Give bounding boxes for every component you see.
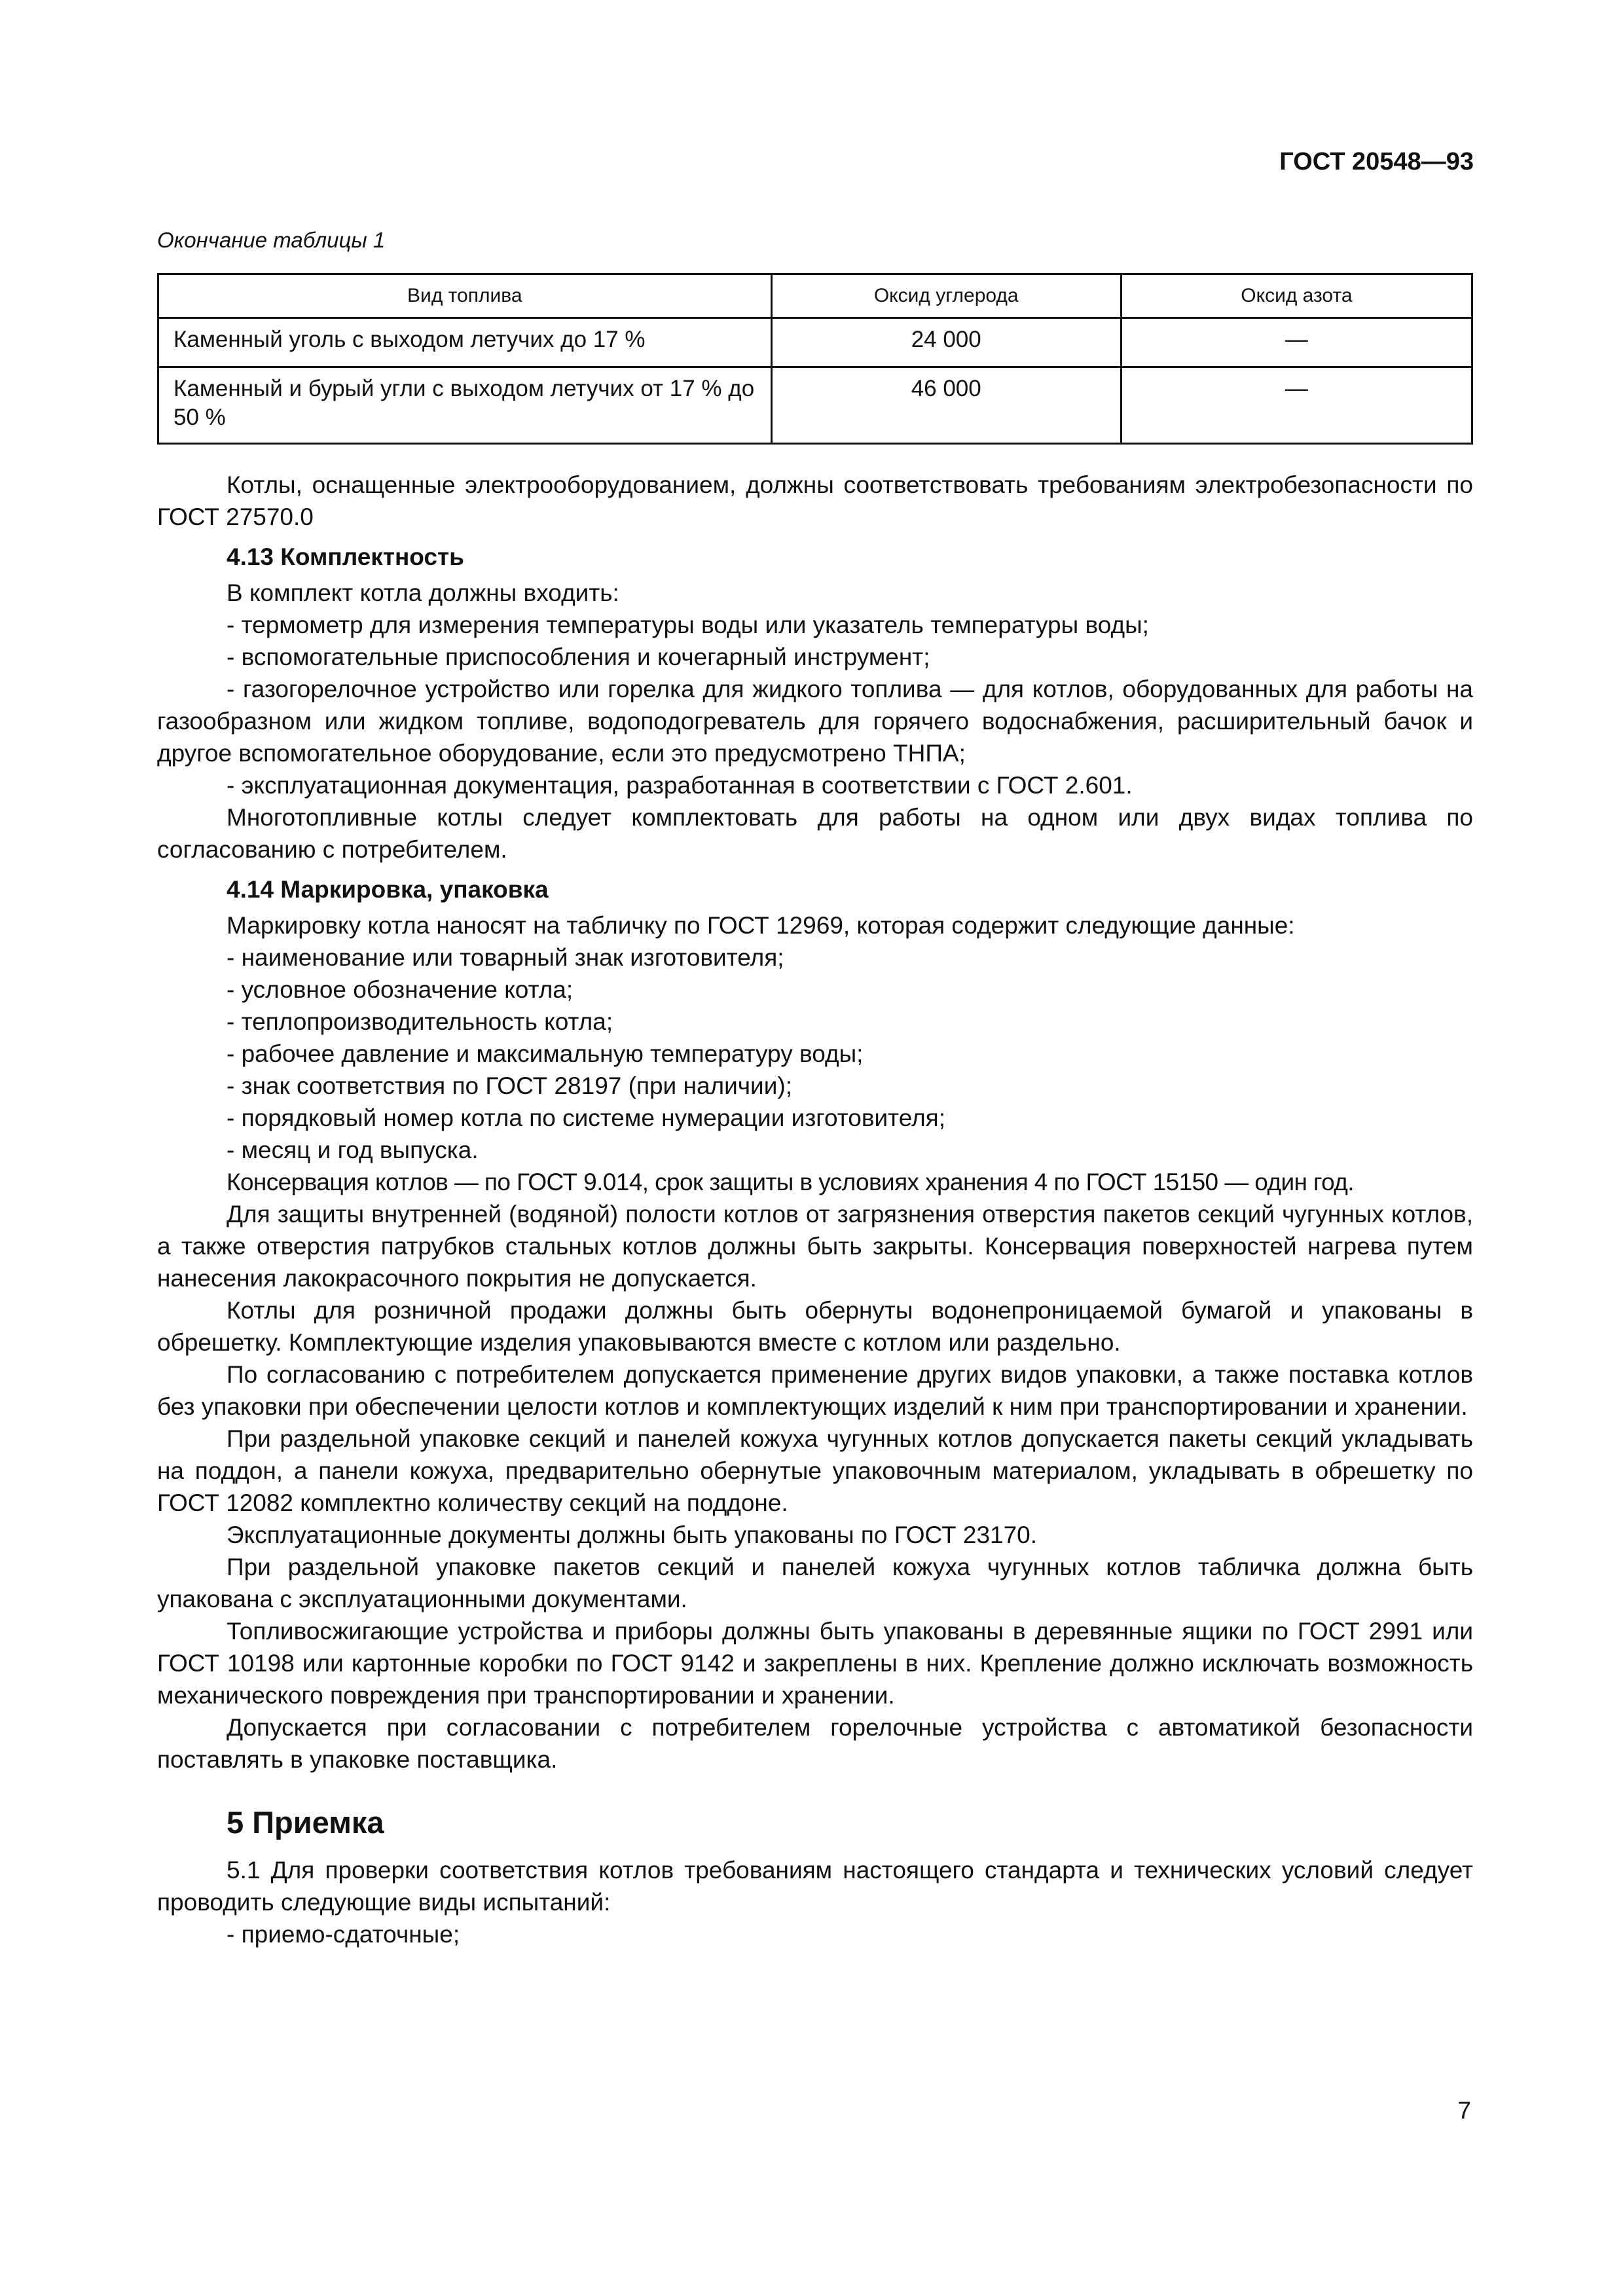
table-header-cell: Оксид углерода xyxy=(771,274,1121,318)
document-id-header: ГОСТ 20548—93 xyxy=(1279,148,1474,175)
paragraph: Котлы, оснащенные электрооборудованием, должны соответствовать требованиям электробезопасности по ГОСТ 27570.0 xyxy=(157,471,1473,530)
paragraph: При раздельной упаковке секций и панелей кожуха чугунных котлов допускается пакеты секций укладывать на поддон, а панели кожуха, предварительно обернутые упаковочным материалом, укладывать в обрешетку по ГОСТ 12082 комплектно количеству секций на поддоне. xyxy=(157,1425,1473,1516)
list-item: - порядковый номер котла по системе нумерации изготовителя; xyxy=(227,1104,945,1131)
table-cell: 24 000 xyxy=(771,318,1121,367)
table-cell: Каменный и бурый угли с выходом летучих от 17 % до 50 % xyxy=(158,367,772,444)
list-item: - месяц и год выпуска. xyxy=(227,1137,479,1163)
paragraph: Многотопливные котлы следует комплектовать для работы на одном или двух видах топлива по согласованию с потребителем. xyxy=(157,804,1473,863)
table-row xyxy=(158,367,1472,444)
chapter-heading: 5 Приемка xyxy=(227,1805,384,1840)
paragraph: Котлы для розничной продажи должны быть обернуты водонепроницаемой бумагой и упакованы в обрешетку. Комплектующие изделия упаковываются вместе с котлом или раздельно. xyxy=(157,1297,1473,1356)
table-cell: 46 000 xyxy=(771,367,1121,444)
table-header-cell: Вид топлива xyxy=(158,274,772,318)
table-cell: — xyxy=(1121,318,1472,367)
paragraph: 5.1 Для проверки соответствия котлов требованиям настоящего стандарта и технических условий следует проводить следующие виды испытаний: xyxy=(157,1857,1473,1916)
list-item: - условное обозначение котла; xyxy=(227,976,574,1003)
paragraph: Маркировку котла наносят на табличку по ГОСТ 12969, которая содержит следующие данные: xyxy=(227,912,1295,939)
paragraph: В комплект котла должны входить: xyxy=(227,579,619,606)
list-item: - наименование или товарный знак изготовителя; xyxy=(227,944,784,971)
emissions-table xyxy=(157,273,1473,445)
paragraph: При раздельной упаковке пакетов секций и панелей кожуха чугунных котлов табличка должна быть упакована с эксплуатационными документами. xyxy=(157,1554,1473,1613)
table-caption: Окончание таблицы 1 xyxy=(157,228,386,252)
paragraph: Эксплуатационные документы должны быть упакованы по ГОСТ 23170. xyxy=(227,1522,1038,1548)
list-item: - газогорелочное устройство или горелка для жидкого топлива — для котлов, оборудованных для работы на газообразном или жидком топливе, водоподогреватель для горячего водоснабжения, расширительный бачок и другое вспомогательное оборудование, если это предусмотрено ТНПА; xyxy=(157,676,1473,767)
paragraph: Допускается при согласовании с потребителем горелочные устройства с автоматикой безопасности поставлять в упаковке поставщика. xyxy=(157,1714,1473,1773)
list-item: - рабочее давление и максимальную температуру воды; xyxy=(227,1040,864,1067)
document-body xyxy=(157,469,1473,1950)
list-item: - вспомогательные приспособления и кочегарный инструмент; xyxy=(227,644,930,670)
table-cell: — xyxy=(1121,367,1472,444)
list-item: - эксплуатационная документация, разработанная в соответствии с ГОСТ 2.601. xyxy=(227,772,1133,799)
paragraph: Консервация котлов — по ГОСТ 9.014, срок защиты в условиях хранения 4 по ГОСТ 15150 — один год. xyxy=(227,1169,1354,1195)
table-header-cell: Оксид азота xyxy=(1121,274,1472,318)
list-item: - термометр для измерения температуры воды или указатель температуры воды; xyxy=(227,611,1149,638)
list-item: - теплопроизводительность котла; xyxy=(227,1008,613,1035)
paragraph: Топливосжигающие устройства и приборы должны быть упакованы в деревянные ящики по ГОСТ 2991 или ГОСТ 10198 или картонные коробки по ГОСТ 9142 и закреплены в них. Крепление должно исключать возможность механического повреждения при транспортировании и хранении. xyxy=(157,1618,1473,1709)
page-number: 7 xyxy=(1457,2097,1471,2124)
paragraph: Для защиты внутренней (водяной) полости котлов от загрязнения отверстия пакетов секций чугунных котлов, а также отверстия патрубков стальных котлов должны быть закрыты. Консервация поверхностей нагрева путем нанесения лакокрасочного покрытия не допускается. xyxy=(157,1201,1473,1292)
table-cell: Каменный уголь с выходом летучих до 17 % xyxy=(158,318,772,367)
list-item: - приемо-сдаточные; xyxy=(227,1921,460,1948)
section-heading: 4.14 Маркировка, упаковка xyxy=(227,876,549,903)
section-heading: 4.13 Комплектность xyxy=(227,543,464,570)
table-row xyxy=(158,318,1472,367)
list-item: - знак соответствия по ГОСТ 28197 (при наличии); xyxy=(227,1072,792,1099)
paragraph: По согласованию с потребителем допускается применение других видов упаковки, а также поставка котлов без упаковки при обеспечении целости котлов и комплектующих изделий к ним при транспортировании и хранении. xyxy=(157,1361,1473,1420)
table-header-row xyxy=(158,274,1472,318)
